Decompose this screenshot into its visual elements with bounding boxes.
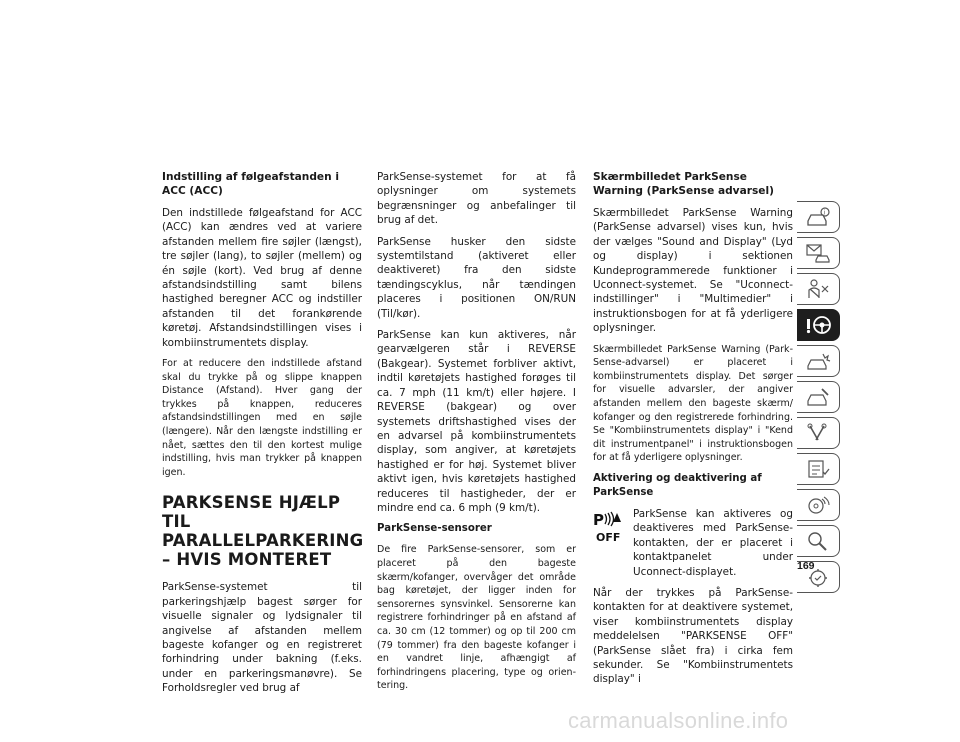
warning-screen-paragraph: Skærmbilledet ParkSense Warning (ParkSense advarsel) vises kun, hvis der vælges "Sound and Display" (Lyd og display) i sektionen Kundeprogrammerede funktioner i Uconnect-systemet. Se "Uconnect-indstillinger" i "Multimedier" i instruktionsbogen for at få yderligere oplysninger. bbox=[593, 207, 793, 335]
warning-screen-note: Skærmbilledet ParkSense Warning (ParkSense-advarsel) er placeret i kombiinstrumentets display. Det sørger for visuelle advarsler, der angiver afstanden mellem den bageste skærm/ kofanger og den registrerede forhindring. Se "Kombiinstrumentets display" i "Kend dit instrumentpanel" i instruktionsbogen for at få yderligere oplysninger. bbox=[593, 343, 793, 464]
section-title: PARKSENSE HJÆLP TIL PARALLELPARKERING – HVIS MONTERET bbox=[162, 493, 364, 570]
column-left bbox=[162, 170, 362, 703]
tab-multimedia[interactable] bbox=[797, 489, 840, 521]
parksense-switch-block bbox=[593, 507, 793, 579]
mail-car-icon bbox=[804, 242, 832, 264]
chapter-tabs bbox=[797, 201, 844, 597]
acc-distance-note: For at reducere den indstillede afstand skal du trykke på og slippe knappen Distance (Afstand). Hver gang der trykkes på knappen, reduceres afstandsindstillingen med en søjle (længere). Når den længste indstilling er nået, sættes den til den kortest mulige indstilling, hvis man trykker på knappen igen. bbox=[162, 358, 362, 478]
checklist-icon bbox=[804, 458, 832, 480]
tab-crash[interactable] bbox=[797, 345, 840, 377]
column-middle bbox=[377, 170, 576, 700]
tab-seat-belt[interactable] bbox=[797, 273, 840, 305]
car-info-icon bbox=[804, 206, 832, 228]
crash-icon bbox=[804, 350, 832, 372]
parksense-off-message: Når der trykkes på ParkSense-kontakten for at deaktivere systemet, viser kombiinstrumentets display meddelelsen "PARKSENSE OFF" (ParkSense slået fra) i cirka fem sekunder. Se "Kombiinstrumentets display" i bbox=[593, 587, 793, 686]
search-icon bbox=[804, 530, 832, 552]
tab-service-car[interactable] bbox=[797, 381, 840, 413]
acc-distance-paragraph: Den indstillede følgeafstand for ACC (ACC) kan ændres ved at variere afstanden mellem fire søjler (længst), tre søjler (lang), to søjler (mellem) og én søjle (kort). Ved brug af denne afstandsindstilling samt bilens hastighed beregner ACC og indstiller afstanden til det forankørende køretøj. Afstandsindstillingen vises i kombiinstrumentets display. bbox=[162, 207, 362, 349]
acc-distance-heading: Indstilling af følgeafstanden i ACC (ACC) bbox=[162, 171, 339, 197]
tab-checklist[interactable] bbox=[797, 453, 840, 485]
multimedia-icon bbox=[804, 494, 832, 516]
tab-mail-car[interactable] bbox=[797, 237, 840, 269]
parksense-intro: ParkSense-systemet til parkeringshjælp bagest sørger for visuelle signaler og lydsignaler til angivelse af afstanden mellem bageste kofanger og en registreret forhindring under bakning (f.eks. under en parkeringsmanøvre). Se Forholdsregler ved brug af bbox=[162, 581, 362, 695]
svg-text:i: i bbox=[823, 209, 826, 217]
parksense-off-label: OFF bbox=[596, 531, 621, 544]
parksense-activation: ParkSense kan kun aktiveres, når gearvælgeren står i REVERSE (Bakgear). Systemet forbliver aktivt, indtil køretøjets hastighed forøges til ca. 7 mph (11 km/t) eller højere. I REVERSE (bakgear) og over systemets driftshastighed vises der en advarsel på kombiinstrumentets display, som angiver, at køretøjets hastighed er for høj. Systemet bliver aktivt igen, hvis køretøjets hastighed reduceres til hastigheder, der er mindre end ca. 6 mph (9 km/t). bbox=[377, 329, 576, 514]
parksense-limitations: ParkSense-systemet for at få oplysninger om systemets begrænsninger og anbefalinger til brug af det. bbox=[377, 171, 576, 227]
tab-car-info[interactable] bbox=[797, 201, 840, 233]
seat-belt-icon bbox=[804, 278, 832, 300]
parksense-off-icon bbox=[593, 509, 623, 545]
svg-text:P: P bbox=[593, 511, 604, 529]
service-car-icon bbox=[804, 386, 832, 408]
sensors-heading: ParkSense-sensorer bbox=[377, 523, 492, 535]
activation-heading: Aktivering og deaktivering af ParkSense bbox=[593, 473, 762, 498]
tools-icon bbox=[804, 422, 832, 444]
steering-wheel-icon bbox=[804, 314, 832, 336]
sensors-paragraph: De fire ParkSense-sensorer, som er placeret på den bageste skærm/kofanger, overvåger det område bag køretøjet, der ligger inden for sensorernes synsvinkel. Sensorerne kan registrere forhindringer på en afstand af ca. 30 cm (12 tommer) og op til 200 cm (79 tommer) fra den bageste kofanger i en vandret linje, afhængigt af forhindringens placering, type og orientering. bbox=[377, 544, 576, 692]
tab-steering-wheel[interactable] bbox=[797, 309, 840, 341]
tab-tools[interactable] bbox=[797, 417, 840, 449]
page-number: 169 bbox=[797, 560, 815, 572]
warning-screen-heading: Skærmbilledet ParkSense Warning (ParkSense advarsel) bbox=[593, 171, 774, 197]
parksense-switch-paragraph: ParkSense kan aktiveres og deaktiveres med ParkSense-kontakten, der er placeret i kontaktpanelet under Uconnect-displayet. bbox=[633, 508, 793, 578]
watermark: carmanualsonline.info bbox=[568, 708, 789, 733]
column-right bbox=[593, 170, 793, 694]
tab-search[interactable] bbox=[797, 525, 840, 557]
parksense-memory: ParkSense husker den sidste systemtilstand (aktiveret eller deaktiveret) fra den sidste tændingscyklus, når tændingen placeres i positionen ON/RUN (Til/kør). bbox=[377, 235, 576, 320]
